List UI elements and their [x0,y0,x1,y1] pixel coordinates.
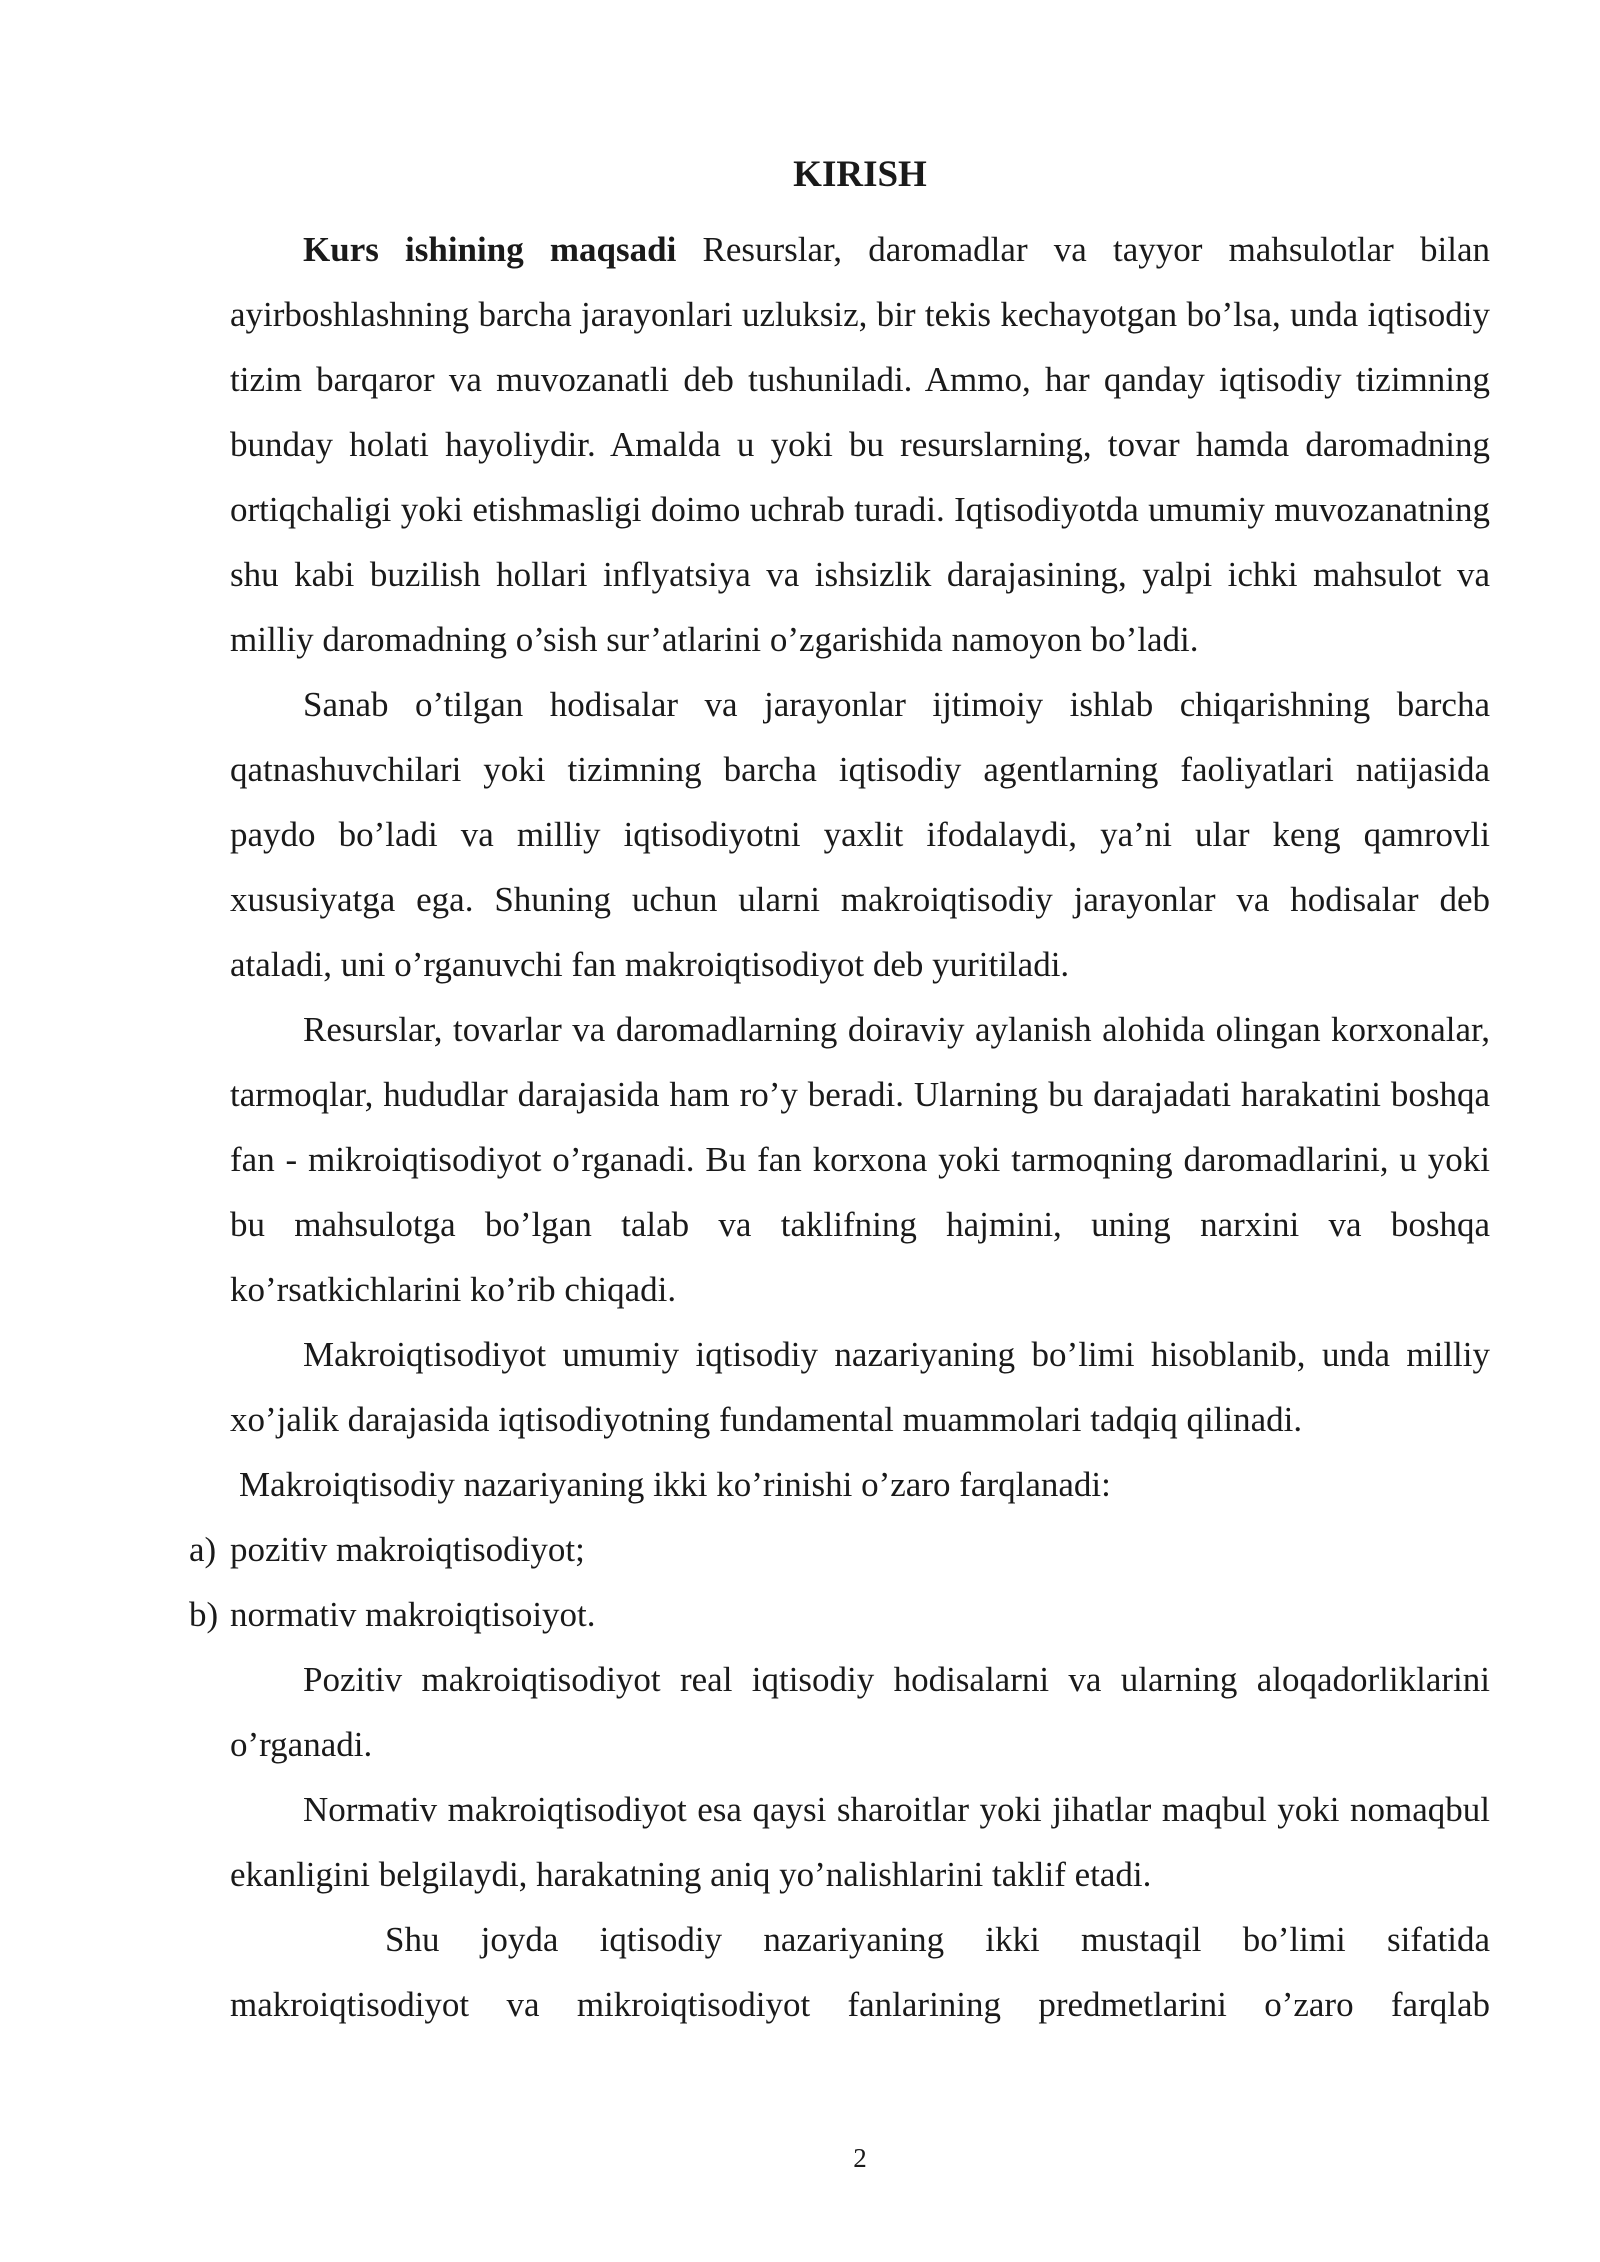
list-item-text: normativ makroiqtisoiyot. [230,1595,596,1634]
paragraph-lead: Kurs ishining maqsadi [303,230,677,269]
list-marker: a) [189,1530,217,1569]
paragraph-4: Makroiqtisodiyot umumiy iqtisodiy nazariyaning bo’limi hisoblanib, unda milliy xo’jalik darajasida iqtisodiyotning fundamental muammolari tadqiq qilinadi. [230,1335,1490,1439]
page-number: 2 [853,2143,867,2173]
paragraph-2: Sanab o’tilgan hodisalar va jarayonlar ijtimoiy ishlab chiqarishning barcha qatnashuvchilari yoki tizimning barcha iqtisodiy agentlarning faoliyatlari natijasida paydo bo’ladi va milliy iqtisodiyotni yaxlit ifodalaydi, ya’ni ular keng qamrovli xususiyatga ega. Shuning uchun ularni makroiqtisodiy jarayonlar va hodisalar deb ataladi, uni o’rganuvchi fan makroiqtisodiyot deb yuritiladi. [230,685,1490,984]
list-item-text: pozitiv makroiqtisodiyot; [230,1530,585,1569]
paragraph-intro-text: Resurslar, daromadlar va tayyor mahsulotlar bilan ayirboshlashning barcha jarayonlari uzluksiz, bir tekis kechayotgan bo’lsa, unda iqtisodiy tizim barqaror va muvozanatli deb tushuniladi. Ammo, har qanday iqtisodiy tizimning bunday holati hayoliydir. Amalda u yoki bu resurslarning, tovar hamda daromadning ortiqchaligi yoki etishmasligi doimo uchrab turadi. Iqtisodiyotda umumiy muvozanatning shu kabi buzilish hollari inflyatsiya va ishsizlik darajasining, yalpi ichki mahsulot va milliy daromadning o’sish sur’atlarini o’zgarishida namoyon bo’ladi. [230,230,1490,659]
document-body [189,217,1490,2037]
list-item [189,1517,1490,1582]
paragraph-3: Resurslar, tovarlar va daromadlarning doiraviy aylanish alohida olingan korxonalar, tarmoqlar, hududlar darajasida ham ro’y beradi. Ularning bu darajadati harakatini boshqa fan - mikroiqtisodiyot o’rganadi. Bu fan korxona yoki tarmoqning daromadlarini, u yoki bu mahsulotga bo’lgan talab va taklifning hajmini, uning narxini va boshqa ko’rsatkichlarini ko’rib chiqadi. [230,1010,1490,1309]
list-item [189,1582,1490,1647]
list-marker: b) [189,1595,219,1634]
paragraph-8: Shu joyda iqtisodiy nazariyaning ikki mustaqil bo’limi sifatida makroiqtisodiyot va mikroiqtisodiyot fanlarining predmetlarini o’zaro farqlab [230,1920,1490,2024]
paragraph-5: Makroiqtisodiy nazariyaning ikki ko’rinishi o’zaro farqlanadi: [239,1465,1111,1504]
page-title: KIRISH [793,154,927,195]
paragraph-intro [230,217,1490,672]
paragraph-6: Pozitiv makroiqtisodiyot real iqtisodiy hodisalarni va ularning aloqadorliklarini o’rganadi. [230,1660,1490,1764]
paragraph-7: Normativ makroiqtisodiyot esa qaysi sharoitlar yoki jihatlar maqbul yoki nomaqbul ekanligini belgilaydi, harakatning aniq yo’nalishlarini taklif etadi. [230,1790,1490,1894]
